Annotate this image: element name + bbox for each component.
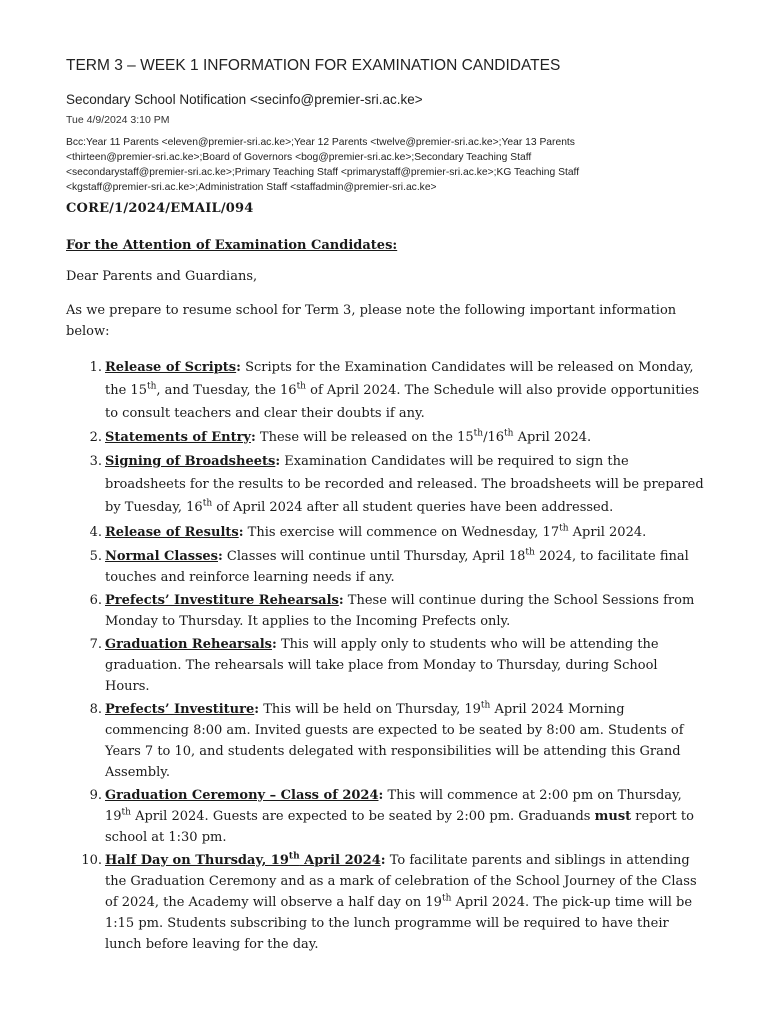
list-item: 10. Half Day on Thursday, 19th April 2024: To facilitate parents and siblings in attending the Graduation Ceremony and as a mark of celebration of the School Journey of the Class of 2024, the Academy will observe a half day on 19th April 2024. The pick-up time will be 1:15 pm. Students subscribing to the lunch programme will be required to have their lunch before leaving for the day.: [81, 851, 697, 952]
item-heading: Release of Scripts: [105, 360, 237, 375]
list-item: 9. Graduation Ceremony – Class of 2024: This will commence at 2:00 pm on Thursday, 19th April 2024. Guests are expected to be seated by 2:00 pm. Graduands must report to school at 1:30 pm.: [89, 788, 694, 845]
item-heading: Statements of Entry: [105, 430, 251, 445]
item-heading: Release of Results: [105, 525, 239, 540]
bcc-line: <kgstaff@premier-sri.ac.ke>;Administration Staff <staffadmin@premier-sri.ac.ke>: [66, 182, 437, 193]
list-item: 3. Signing of Broadsheets: Examination Candidates will be required to sign the broadsheets for the results to be recorded and released. The broadsheets will be prepared by Tuesday, 16th of April 2024 after all student queries have been addressed.: [89, 454, 704, 515]
greeting: Dear Parents and Guardians,: [66, 269, 258, 284]
email-bcc: [66, 135, 706, 195]
bcc-line: Bcc:Year 11 Parents <eleven@premier-sri.ac.ke>;Year 12 Parents <twelve@premier-sri.ac.ke>;Year 13 Parents: [66, 137, 575, 148]
list-item: 6. Prefects’ Investiture Rehearsals: These will continue during the School Sessions from Monday to Thursday. It applies to the Incoming Prefects only.: [89, 593, 695, 629]
item-heading: Normal Classes: [105, 549, 218, 564]
list-item: 1. Release of Scripts: Scripts for the Examination Candidates will be released on Monday, the 15th, and Tuesday, the 16th of April 2024. The Schedule will also provide opportunities to consult teachers and clear their doubts if any.: [89, 360, 700, 421]
list-item: 8. Prefects’ Investiture: This will be held on Thursday, 19th April 2024 Morning commencing 8:00 am. Invited guests are expected to be seated by 8:00 am. Students of Years 7 to 10, and students delegated with responsibilities will be attending this Grand Assembly.: [89, 700, 684, 780]
reference-number: CORE/1/2024/EMAIL/094: [66, 201, 254, 216]
email-subject: TERM 3 – WEEK 1 INFORMATION FOR EXAMINATION CANDIDATES: [66, 57, 561, 74]
list-item: 4. Release of Results: This exercise will commence on Wednesday, 17th April 2024.: [89, 523, 647, 540]
item-heading: Graduation Rehearsals: [105, 637, 273, 652]
list-item: 5. Normal Classes: Classes will continue until Thursday, April 18th 2024, to facilitate final touches and reinforce learning needs if any.: [89, 547, 689, 585]
information-list: [66, 356, 706, 957]
item-heading: Signing of Broadsheets: [105, 454, 276, 469]
intro-paragraph: As we prepare to resume school for Term 3, please note the following important information below:: [66, 303, 677, 339]
list-item: 2. Statements of Entry: These will be released on the 15th/16th April 2024.: [89, 428, 592, 445]
bcc-line: <secondarystaff@premier-sri.ac.ke>;Primary Teaching Staff <primarystaff@premier-sri.ac.ke>;KG Teaching Staff: [66, 167, 580, 178]
attention-heading: For the Attention of Examination Candidates:: [66, 238, 398, 253]
item-heading: Half Day on Thursday, 19th April 2024: [105, 851, 381, 868]
list-item: 7. Graduation Rehearsals: This will apply only to students who will be attending the graduation. The rehearsals will take place from Monday to Thursday, during School Hours.: [89, 637, 659, 694]
email-sender[interactable]: Secondary School Notification <secinfo@premier-sri.ac.ke>: [66, 92, 423, 107]
item-heading: Prefects’ Investiture Rehearsals: [105, 593, 339, 608]
bcc-line: <thirteen@premier-sri.ac.ke>;Board of Governors <bog@premier-sri.ac.ke>;Secondary Teaching Staff: [66, 152, 532, 163]
item-heading: Graduation Ceremony – Class of 2024: [105, 788, 379, 803]
email-date: Tue 4/9/2024 3:10 PM: [66, 114, 170, 126]
emphasis-must: must: [594, 809, 632, 824]
item-heading: Prefects’ Investiture: [105, 702, 255, 717]
